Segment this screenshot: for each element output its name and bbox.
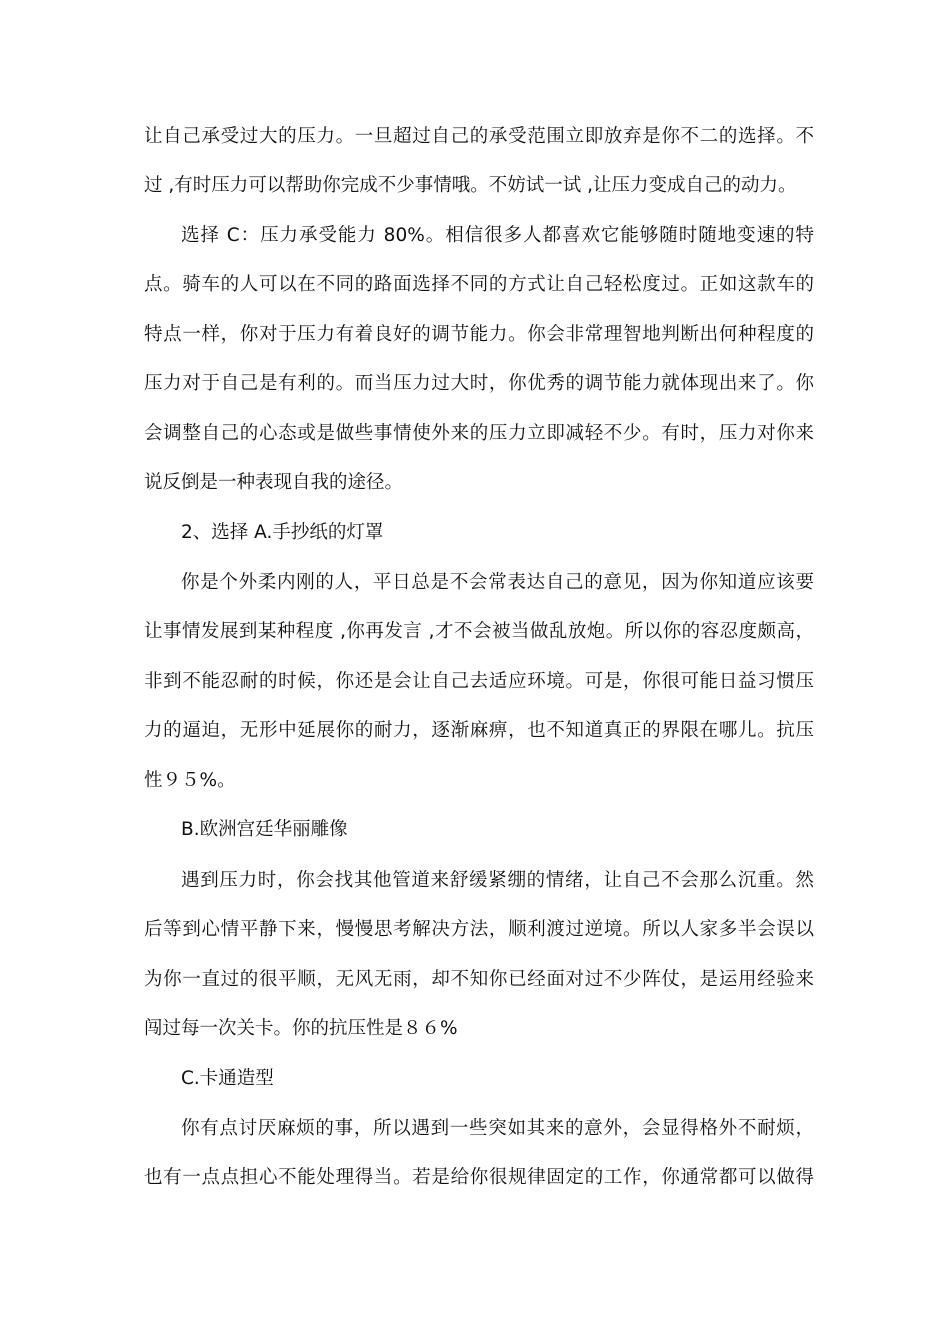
paragraph-line: 为你一直过的很平顺，无风无雨，却不知你已经面对过不少阵仗，是运用经验来 bbox=[144, 969, 814, 990]
paragraph-line: 过 ,有时压力可以帮助你完成不少事情哦。不妨试一试 ,让压力变成自己的动力。 bbox=[144, 175, 797, 196]
paragraph-line: 遇到压力时，你会找其他管道来舒缓紧绷的情绪，让自己不会那么沉重。然 bbox=[181, 870, 814, 891]
paragraph-line: 闯过每一次关卡。你的抗压性是８６% bbox=[144, 1018, 458, 1039]
paragraph-line: 特点一样，你对于压力有着良好的调节能力。你会非常理智地判断出何种程度的 bbox=[144, 324, 814, 345]
paragraph-line: 你有点讨厌麻烦的事，所以遇到一些突如其来的意外，会显得格外不耐烦， bbox=[181, 1118, 814, 1139]
paragraph-line: 让自己承受过大的压力。一旦超过自己的承受范围立即放弃是你不二的选择。不 bbox=[144, 126, 814, 147]
paragraph-line: 力的逼迫，无形中延展你的耐力，逐渐麻痹，也不知道真正的界限在哪儿。抗压 bbox=[144, 720, 814, 741]
paragraph-line: 性９５%。 bbox=[144, 770, 236, 791]
paragraph-line: 选择 C：压力承受能力 80%。相信很多人都喜欢它能够随时随地变速的特 bbox=[181, 225, 814, 246]
paragraph-line: 非到不能忍耐的时候，你还是会让自己去适应环境。可是，你很可能日益习惯压 bbox=[144, 671, 814, 692]
paragraph-line: 压力对于自己是有利的。而当压力过大时，你优秀的调节能力就体现出来了。你 bbox=[144, 373, 814, 394]
paragraph-line: 后等到心情平静下来，慢慢思考解决方法，顺利渡过逆境。所以人家多半会误以 bbox=[144, 919, 814, 940]
section-heading: 2、选择 A.手抄纸的灯罩 bbox=[181, 522, 384, 543]
paragraph-line: 会调整自己的心态或是做些事情使外来的压力立即减轻不少。有时，压力对你来 bbox=[144, 423, 814, 444]
section-heading: B.欧洲宫廷华丽雕像 bbox=[181, 819, 348, 840]
section-heading: C.卡通造型 bbox=[181, 1068, 274, 1089]
paragraph-line: 也有一点点担心不能处理得当。若是给你很规律固定的工作，你通常都可以做得 bbox=[144, 1167, 814, 1188]
paragraph-line: 你是个外柔内刚的人，平日总是不会常表达自己的意见，因为你知道应该要 bbox=[181, 572, 814, 593]
paragraph-line: 点。骑车的人可以在不同的路面选择不同的方式让自己轻松度过。正如这款车的 bbox=[144, 274, 814, 295]
paragraph-line: 让事情发展到某种程度 ,你再发言 ,才不会被当做乱放炮。所以你的容忍度颇高， bbox=[144, 621, 814, 642]
paragraph-line: 说反倒是一种表现自我的途径。 bbox=[144, 472, 404, 493]
